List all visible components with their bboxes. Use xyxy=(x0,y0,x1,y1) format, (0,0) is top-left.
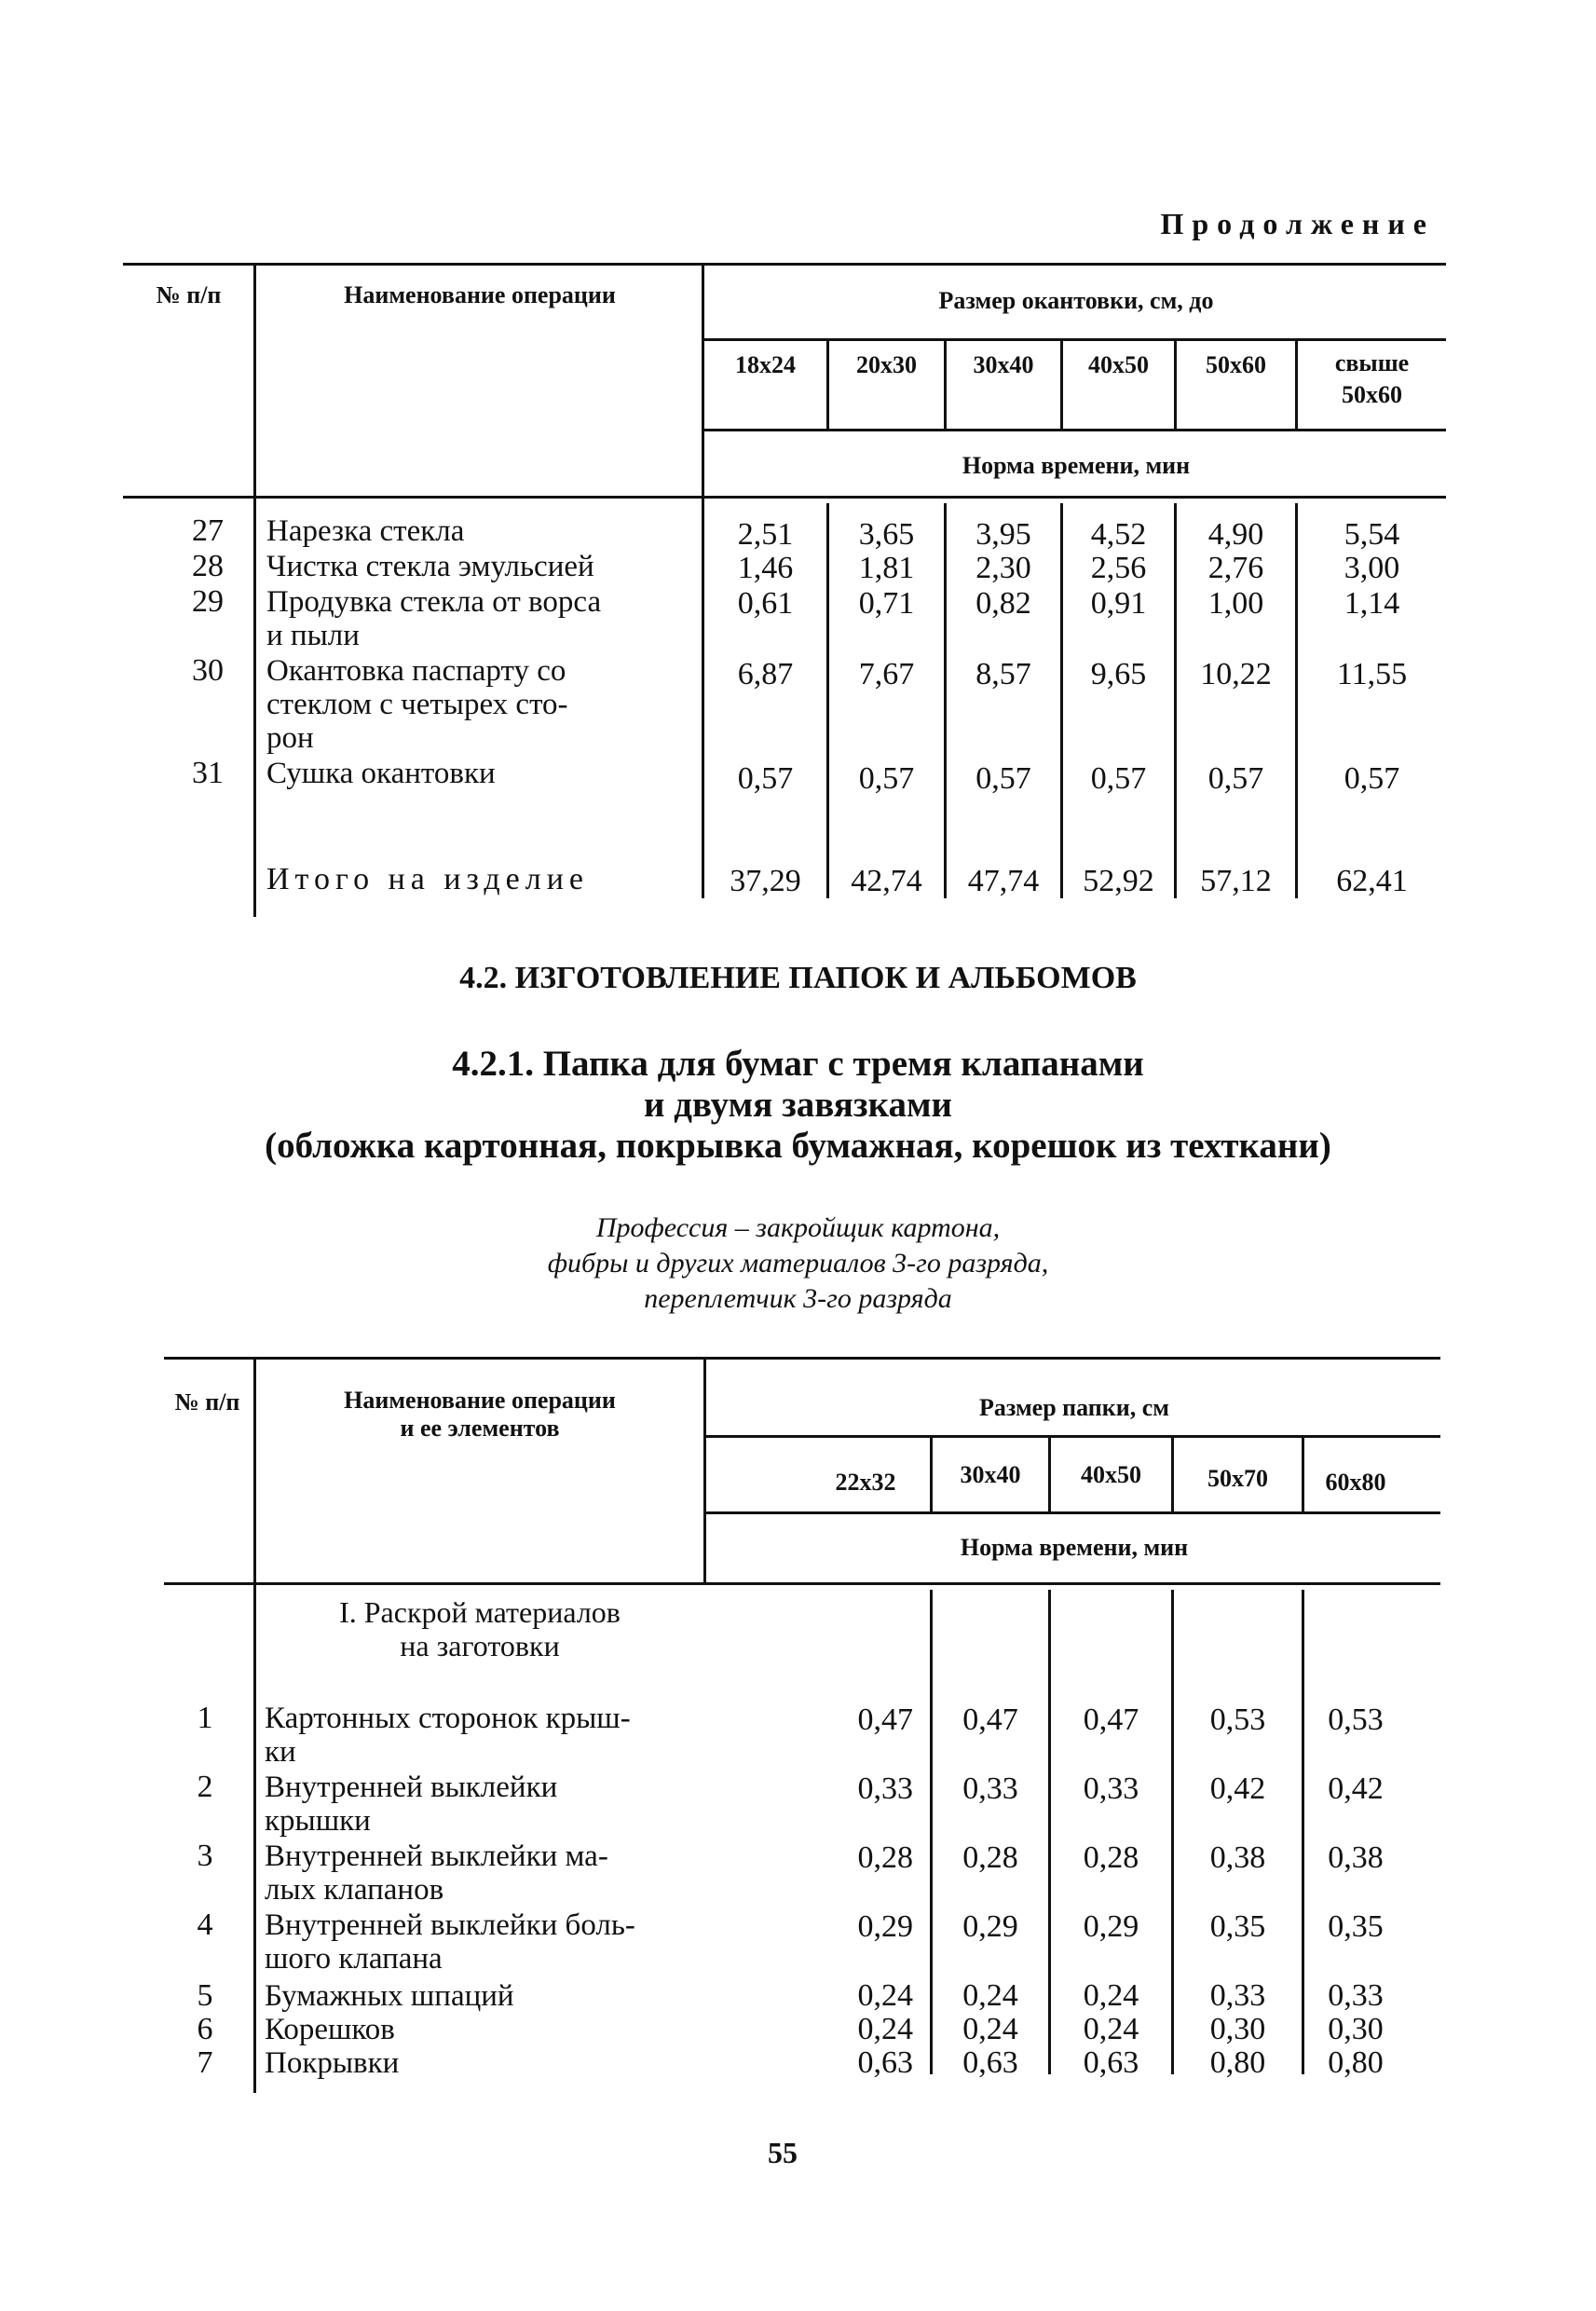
value-cell: 2,30 xyxy=(975,551,1031,585)
table2-size-header: 60x80 xyxy=(1325,1469,1386,1496)
value-cell: 0,33 xyxy=(857,1771,913,1806)
value-cell: 0,33 xyxy=(1328,1978,1384,2013)
operation-name: Внутренней выклейки крышки xyxy=(265,1771,558,1838)
page-number: 55 xyxy=(768,2136,798,2169)
table2-group-header: Размер папки, см xyxy=(978,1394,1169,1421)
profession-line-3: переплетчик 3-го разряда xyxy=(644,1283,952,1314)
value-cell: 0,24 xyxy=(962,2012,1018,2046)
value-cell: 0,63 xyxy=(1083,2045,1139,2080)
table2-size-header: 40x50 xyxy=(1081,1461,1141,1488)
value-cell: 0,33 xyxy=(1083,1771,1139,1806)
value-cell: 0,30 xyxy=(1328,2012,1384,2046)
operation-name: Продувка стекла от ворса и пыли xyxy=(266,585,602,652)
value-cell: 1,14 xyxy=(1344,586,1400,621)
value-cell: 0,47 xyxy=(857,1702,913,1737)
value-cell: 0,57 xyxy=(858,761,915,796)
row-number: 28 xyxy=(192,549,224,583)
profession-line-2: фибры и других материалов 3-го разряда, xyxy=(547,1248,1049,1279)
table1-size-header: 30x40 xyxy=(973,351,1034,378)
value-cell: 0,57 xyxy=(1344,761,1400,796)
value-cell: 1,81 xyxy=(858,551,915,585)
value-cell: 3,65 xyxy=(858,517,915,552)
table2-norm-header: Норма времени, мин xyxy=(960,1534,1189,1561)
operation-name: Бумажных шпаций xyxy=(265,1979,514,2013)
value-cell: 0,53 xyxy=(1209,1702,1266,1737)
value-cell: 0,47 xyxy=(1083,1702,1139,1737)
operation-name: Окантовка паспарту со стеклом с четырех сто- рон xyxy=(266,654,568,755)
subsection-title-line-2: и двумя завязками xyxy=(644,1085,952,1125)
profession-line-1: Профессия – закройщик картона, xyxy=(595,1212,1001,1243)
operation-name: Чистка стекла эмульсией xyxy=(266,550,594,583)
table1-size-header: 20x30 xyxy=(856,351,917,378)
table2-size-header: 22x32 xyxy=(835,1469,896,1496)
operation-name: Картонных сторонок крыш- ки xyxy=(265,1702,631,1769)
subsection-title-line-1: 4.2.1. Папка для бумаг с тремя клапанами xyxy=(452,1044,1144,1084)
value-cell: 0,42 xyxy=(1209,1771,1266,1806)
value-cell: 0,38 xyxy=(1209,1840,1266,1875)
row-number: 27 xyxy=(192,513,224,548)
row-number: 6 xyxy=(197,2012,213,2046)
value-cell: 0,24 xyxy=(857,1978,913,2013)
value-cell: 0,29 xyxy=(962,1909,1018,1944)
value-cell: 0,33 xyxy=(1209,1978,1266,2013)
table1-size-header: 40x50 xyxy=(1088,351,1149,378)
operation-name: Внутренней выклейки ма- лых клапанов xyxy=(265,1839,608,1907)
continuation-label: Продолжение xyxy=(1160,207,1435,240)
value-cell: 4,90 xyxy=(1207,517,1264,552)
table1-norm-header: Норма времени, мин xyxy=(962,452,1191,479)
value-cell: 7,67 xyxy=(858,657,915,691)
value-cell: 0,57 xyxy=(737,761,794,796)
section-title: 4.2. ИЗГОТОВЛЕНИЕ ПАПОК И АЛЬБОМОВ xyxy=(459,961,1137,995)
value-cell: 0,29 xyxy=(1083,1909,1139,1944)
value-cell: 4,52 xyxy=(1090,517,1147,552)
table1-size-header: свыше 50x60 xyxy=(1334,349,1410,408)
value-cell: 0,38 xyxy=(1328,1840,1384,1875)
row-number: 31 xyxy=(192,756,224,790)
value-cell: 8,57 xyxy=(975,657,1031,691)
row-number: 1 xyxy=(197,1701,213,1735)
value-cell: 1,46 xyxy=(737,551,794,585)
value-cell: 2,51 xyxy=(737,517,794,552)
row-number: 4 xyxy=(197,1908,213,1942)
total-label: Итого на изделие xyxy=(266,862,590,896)
table2-size-header: 50x70 xyxy=(1207,1465,1268,1492)
value-cell: 0,71 xyxy=(858,586,915,621)
value-cell: 0,53 xyxy=(1328,1702,1384,1737)
value-cell: 2,56 xyxy=(1090,551,1147,585)
value-cell: 0,82 xyxy=(975,586,1031,621)
value-cell: 0,80 xyxy=(1209,2045,1266,2080)
value-cell: 1,00 xyxy=(1207,586,1264,621)
row-number: 29 xyxy=(192,584,224,619)
value-cell: 0,42 xyxy=(1328,1771,1384,1806)
value-cell: 0,24 xyxy=(1083,2012,1139,2046)
table2-col-name-header: Наименование операции и ее элементов xyxy=(344,1387,616,1442)
value-cell: 0,35 xyxy=(1209,1909,1266,1944)
subsection-title-line-3: (обложка картонная, покрывка бумажная, корешок из техткани) xyxy=(265,1126,1331,1166)
value-cell: 0,35 xyxy=(1328,1909,1384,1944)
value-cell: 0,29 xyxy=(857,1909,913,1944)
value-cell: 0,63 xyxy=(962,2045,1018,2080)
row-number: 3 xyxy=(197,1839,213,1873)
value-cell: 0,91 xyxy=(1090,586,1147,621)
total-value: 57,12 xyxy=(1200,864,1272,898)
table2-col-num-header: № п/п xyxy=(174,1388,240,1415)
value-cell: 10,22 xyxy=(1200,657,1272,691)
operation-name: Нарезка стекла xyxy=(266,514,465,548)
total-value: 37,29 xyxy=(730,864,801,898)
value-cell: 9,65 xyxy=(1090,657,1147,691)
total-value: 47,74 xyxy=(967,864,1040,898)
section-heading: I. Раскрой материалов на заготовки xyxy=(339,1595,621,1662)
operation-name: Покрывки xyxy=(265,2046,400,2080)
value-cell: 0,24 xyxy=(857,2012,913,2046)
value-cell: 0,63 xyxy=(857,2045,913,2080)
operation-name: Корешков xyxy=(265,2013,395,2046)
value-cell: 6,87 xyxy=(737,657,794,691)
row-number: 5 xyxy=(197,1978,213,2013)
value-cell: 0,33 xyxy=(962,1771,1018,1806)
table1-col-num-header: № п/п xyxy=(156,281,222,308)
table2-size-header: 30x40 xyxy=(960,1461,1021,1488)
operation-name: Сушка окантовки xyxy=(266,757,496,790)
row-number: 2 xyxy=(197,1770,213,1804)
value-cell: 0,61 xyxy=(737,586,794,621)
value-cell: 2,76 xyxy=(1207,551,1264,585)
value-cell: 0,24 xyxy=(962,1978,1018,2013)
value-cell: 5,54 xyxy=(1344,517,1400,552)
table1-col-name-header: Наименование операции xyxy=(344,281,616,308)
value-cell: 11,55 xyxy=(1336,657,1408,691)
total-value: 42,74 xyxy=(851,864,922,898)
value-cell: 0,30 xyxy=(1209,2012,1266,2046)
value-cell: 0,57 xyxy=(975,761,1031,796)
total-value: 52,92 xyxy=(1083,864,1154,898)
operation-name: Внутренней выклейки боль- шого клапана xyxy=(265,1908,635,1976)
value-cell: 0,57 xyxy=(1207,761,1264,796)
table1-size-header: 18x24 xyxy=(735,351,796,378)
value-cell: 0,57 xyxy=(1090,761,1147,796)
value-cell: 3,00 xyxy=(1344,551,1400,585)
row-number: 30 xyxy=(192,653,224,688)
value-cell: 3,95 xyxy=(975,517,1031,552)
table1-size-header: 50x60 xyxy=(1206,351,1266,378)
value-cell: 0,80 xyxy=(1328,2045,1384,2080)
value-cell: 0,47 xyxy=(962,1702,1018,1737)
row-number: 7 xyxy=(197,2045,213,2080)
value-cell: 0,28 xyxy=(962,1840,1018,1875)
value-cell: 0,28 xyxy=(1083,1840,1139,1875)
table1-group-header: Размер окантовки, см, до xyxy=(938,287,1214,314)
total-value: 62,41 xyxy=(1336,864,1408,898)
value-cell: 0,28 xyxy=(857,1840,913,1875)
value-cell: 0,24 xyxy=(1083,1978,1139,2013)
